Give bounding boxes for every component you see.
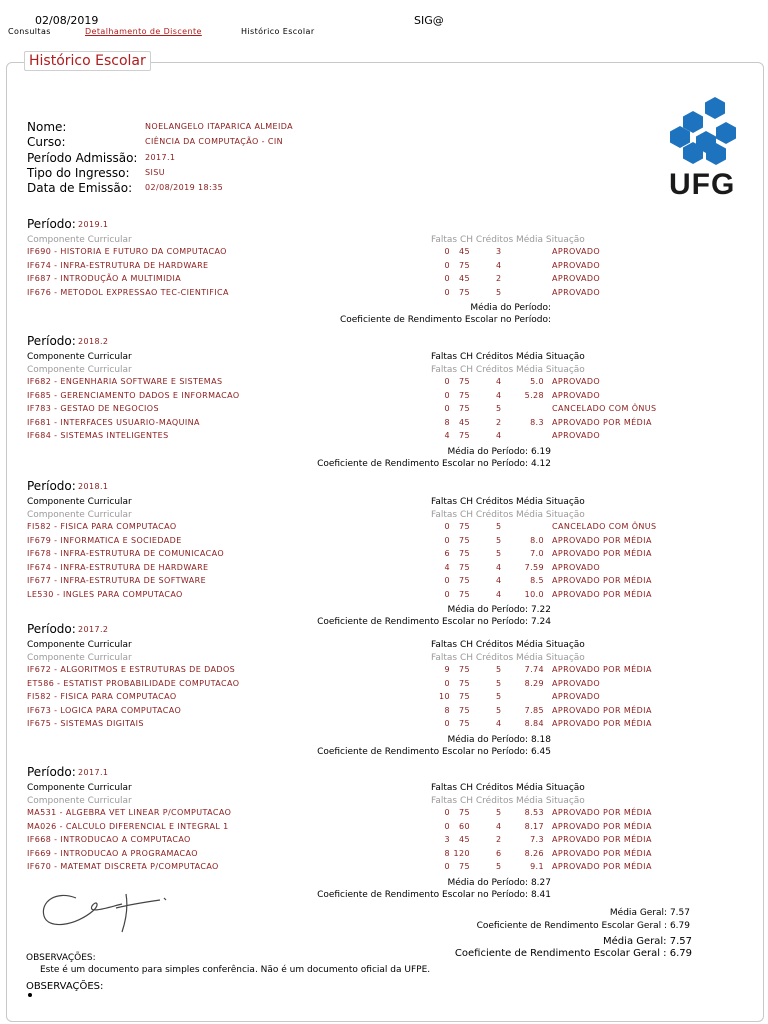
course-creditos: 2 (496, 418, 502, 427)
course-creditos: 5 (496, 404, 502, 413)
course-ch: 75 (459, 692, 470, 701)
componente-header-faded: Componente Curricular (27, 796, 132, 806)
period-label: Período: (27, 479, 76, 493)
nav-detalhamento-link[interactable]: Detalhamento de Discente (85, 27, 202, 36)
course-ch: 75 (459, 549, 470, 558)
media-periodo: Média do Período: (470, 303, 551, 313)
course-creditos: 4 (496, 377, 502, 386)
course-ch: 45 (459, 274, 470, 283)
signature-icon (36, 880, 176, 940)
componente-header: Componente Curricular (27, 640, 132, 650)
columns-header: Faltas CH Créditos Média Situação (431, 640, 585, 650)
columns-header: Faltas CH Créditos Média Situação (431, 497, 585, 507)
course-creditos: 4 (496, 563, 502, 572)
course-ch: 75 (459, 391, 470, 400)
course-creditos: 4 (496, 822, 502, 831)
course-faltas: 0 (444, 808, 450, 817)
course-name: IF672 - ALGORITMOS E ESTRUTURAS DE DADOS (27, 665, 236, 674)
period-label: Período: (27, 622, 76, 636)
course-creditos: 4 (496, 590, 502, 599)
course-faltas: 0 (444, 377, 450, 386)
course-ch: 75 (459, 665, 470, 674)
course-ch: 75 (459, 576, 470, 585)
course-ch: 75 (459, 404, 470, 413)
course-creditos: 6 (496, 849, 502, 858)
course-situacao: APROVADO POR MÉDIA (552, 665, 652, 674)
course-name: MA531 - ALGEBRA VET LINEAR P/COMPUTACAO (27, 808, 232, 817)
course-media: 8.0 (530, 536, 544, 545)
course-situacao: APROVADO POR MÉDIA (552, 576, 652, 585)
course-creditos: 2 (496, 835, 502, 844)
student-value: 2017.1 (145, 153, 176, 162)
course-situacao: CANCELADO COM ÔNUS (552, 522, 657, 531)
course-name: IF676 - METODOL EXPRESSAO TEC-CIENTIFICA (27, 288, 229, 297)
period-label: Período: (27, 765, 76, 779)
media-periodo: Média do Período: 8.18 (447, 735, 551, 745)
media-periodo: Média do Período: 6.19 (447, 447, 551, 457)
course-name: IF685 - GERENCIAMENTO DADOS E INFORMACAO (27, 391, 240, 400)
course-faltas: 0 (444, 679, 450, 688)
course-name: IF681 - INTERFACES USUARIO-MAQUINA (27, 418, 200, 427)
columns-header-faded: Faltas CH Créditos Média Situação (431, 235, 585, 245)
course-faltas: 0 (444, 288, 450, 297)
course-creditos: 5 (496, 679, 502, 688)
course-situacao: APROVADO POR MÉDIA (552, 418, 652, 427)
course-media: 8.29 (524, 679, 544, 688)
course-faltas: 0 (444, 576, 450, 585)
course-creditos: 5 (496, 706, 502, 715)
course-media: 7.3 (530, 835, 544, 844)
columns-header-faded: Faltas CH Créditos Média Situação (431, 365, 585, 375)
course-situacao: APROVADO (552, 692, 601, 701)
course-situacao: APROVADO (552, 679, 601, 688)
course-creditos: 2 (496, 274, 502, 283)
course-ch: 75 (459, 536, 470, 545)
columns-header: Faltas CH Créditos Média Situação (431, 352, 585, 362)
course-faltas: 0 (444, 536, 450, 545)
course-ch: 75 (459, 679, 470, 688)
course-media: 8.5 (530, 576, 544, 585)
student-label: Nome: (27, 120, 67, 134)
course-faltas: 9 (444, 665, 450, 674)
course-faltas: 0 (444, 261, 450, 270)
course-name: IF668 - INTRODUCAO A COMPUTACAO (27, 835, 191, 844)
media-periodo: Média do Período: 8.27 (447, 878, 551, 888)
cr-periodo: Coeficiente de Rendimento Escolar no Período: 4.12 (317, 459, 551, 469)
course-situacao: APROVADO (552, 563, 601, 572)
nav-consultas[interactable]: Consultas (8, 27, 51, 36)
period-value: 2017.1 (78, 768, 109, 777)
student-label: Curso: (27, 135, 66, 149)
course-name: FI582 - FISICA PARA COMPUTACAO (27, 692, 177, 701)
course-faltas: 6 (444, 549, 450, 558)
course-ch: 45 (459, 247, 470, 256)
student-value: CIÊNCIA DA COMPUTAÇÃO - CIN (145, 137, 283, 146)
course-creditos: 5 (496, 549, 502, 558)
course-name: FI582 - FISICA PARA COMPUTACAO (27, 522, 177, 531)
period-value: 2017.2 (78, 625, 109, 634)
course-creditos: 5 (496, 288, 502, 297)
course-name: IF675 - SISTEMAS DIGITAIS (27, 719, 144, 728)
course-name: IF684 - SISTEMAS INTELIGENTES (27, 431, 169, 440)
course-faltas: 8 (444, 849, 450, 858)
student-value: NOELANGELO ITAPARICA ALMEIDA (145, 122, 294, 131)
course-ch: 75 (459, 862, 470, 871)
componente-header-faded: Componente Curricular (27, 653, 132, 663)
course-ch: 60 (459, 822, 470, 831)
course-creditos: 5 (496, 522, 502, 531)
course-situacao: APROVADO (552, 274, 601, 283)
course-faltas: 4 (444, 563, 450, 572)
course-name: ET586 - ESTATIST PROBABILIDADE COMPUTACAO (27, 679, 240, 688)
course-situacao: APROVADO POR MÉDIA (552, 862, 652, 871)
media-geral-small: Média Geral: 7.57 (609, 908, 690, 918)
course-media: 7.74 (524, 665, 544, 674)
course-ch: 120 (453, 849, 470, 858)
course-ch: 45 (459, 835, 470, 844)
course-ch: 75 (459, 719, 470, 728)
course-ch: 75 (459, 377, 470, 386)
cr-periodo: Coeficiente de Rendimento Escolar no Período: 8.41 (317, 890, 551, 900)
course-situacao: CANCELADO COM ÔNUS (552, 404, 657, 413)
course-faltas: 0 (444, 590, 450, 599)
columns-header-faded: Faltas CH Créditos Média Situação (431, 796, 585, 806)
course-situacao: APROVADO POR MÉDIA (552, 549, 652, 558)
course-ch: 45 (459, 418, 470, 427)
course-name: IF687 - INTRODUÇÃO A MULTIMIDIA (27, 274, 182, 283)
course-creditos: 4 (496, 576, 502, 585)
componente-header-faded: Componente Curricular (27, 365, 132, 375)
observacoes-text: Este é um documento para simples conferência. Não é um documento oficial da UFPE. (40, 965, 431, 975)
course-situacao: APROVADO POR MÉDIA (552, 835, 652, 844)
course-name: IF674 - INFRA-ESTRUTURA DE HARDWARE (27, 261, 209, 270)
course-situacao: APROVADO (552, 391, 601, 400)
cr-periodo: Coeficiente de Rendimento Escolar no Período: (339, 315, 551, 325)
bullet-icon (28, 993, 32, 997)
student-label: Data de Emissão: (27, 181, 133, 195)
course-situacao: APROVADO (552, 431, 601, 440)
course-name: IF690 - HISTORIA E FUTURO DA COMPUTACAO (27, 247, 227, 256)
print-date: 02/08/2019 (35, 14, 99, 27)
course-ch: 75 (459, 261, 470, 270)
course-creditos: 5 (496, 536, 502, 545)
componente-header: Componente Curricular (27, 497, 132, 507)
section-title: Histórico Escolar (24, 51, 151, 71)
course-name: IF674 - INFRA-ESTRUTURA DE HARDWARE (27, 563, 209, 572)
student-label: Período Admissão: (27, 151, 138, 165)
course-situacao: APROVADO (552, 377, 601, 386)
course-creditos: 5 (496, 862, 502, 871)
course-situacao: APROVADO POR MÉDIA (552, 822, 652, 831)
course-media: 10.0 (524, 590, 544, 599)
course-situacao: APROVADO POR MÉDIA (552, 706, 652, 715)
course-creditos: 4 (496, 391, 502, 400)
componente-header: Componente Curricular (27, 783, 132, 793)
course-media: 7.0 (530, 549, 544, 558)
course-situacao: APROVADO (552, 288, 601, 297)
course-faltas: 4 (444, 431, 450, 440)
course-media: 7.59 (524, 563, 544, 572)
media-geral: Média Geral: 7.57 (603, 936, 692, 947)
course-name: IF783 - GESTAO DE NEGOCIOS (27, 404, 159, 413)
course-creditos: 5 (496, 665, 502, 674)
observacoes-label: OBSERVAÇÕES: (26, 981, 104, 992)
course-situacao: APROVADO POR MÉDIA (552, 808, 652, 817)
course-ch: 75 (459, 563, 470, 572)
logo-text: UFG (669, 168, 736, 201)
course-creditos: 5 (496, 692, 502, 701)
nav-historico[interactable]: Histórico Escolar (241, 27, 315, 36)
course-ch: 75 (459, 590, 470, 599)
observacoes-label-small: OBSERVAÇÕES: (26, 953, 96, 963)
course-faltas: 8 (444, 418, 450, 427)
course-faltas: 10 (439, 692, 450, 701)
course-ch: 75 (459, 706, 470, 715)
site-name: SIG@ (414, 14, 444, 27)
course-faltas: 0 (444, 274, 450, 283)
course-faltas: 0 (444, 822, 450, 831)
course-name: IF682 - ENGENHARIA SOFTWARE E SISTEMAS (27, 377, 223, 386)
period-label: Período: (27, 334, 76, 348)
course-media: 8.17 (524, 822, 544, 831)
course-creditos: 4 (496, 719, 502, 728)
cr-periodo: Coeficiente de Rendimento Escolar no Período: 7.24 (317, 617, 551, 627)
componente-header-faded: Componente Curricular (27, 235, 132, 245)
course-faltas: 8 (444, 706, 450, 715)
period-value: 2019.1 (78, 220, 109, 229)
course-name: IF670 - MATEMAT DISCRETA P/COMPUTACAO (27, 862, 219, 871)
media-periodo: Média do Período: 7.22 (447, 605, 551, 615)
course-media: 5.28 (524, 391, 544, 400)
course-ch: 75 (459, 431, 470, 440)
course-situacao: APROVADO POR MÉDIA (552, 536, 652, 545)
course-media: 7.85 (524, 706, 544, 715)
course-situacao: APROVADO (552, 247, 601, 256)
course-media: 5.0 (530, 377, 544, 386)
course-media: 8.26 (524, 849, 544, 858)
period-value: 2018.1 (78, 482, 109, 491)
course-ch: 75 (459, 522, 470, 531)
course-creditos: 3 (496, 247, 502, 256)
course-faltas: 0 (444, 247, 450, 256)
student-value: SISU (145, 168, 165, 177)
course-situacao: APROVADO (552, 261, 601, 270)
cr-geral-small: Coeficiente de Rendimento Escolar Geral : 6.79 (476, 921, 690, 931)
course-faltas: 0 (444, 522, 450, 531)
course-creditos: 4 (496, 431, 502, 440)
columns-header: Faltas CH Créditos Média Situação (431, 783, 585, 793)
course-name: IF669 - INTRODUCAO A PROGRAMACAO (27, 849, 198, 858)
course-ch: 75 (459, 808, 470, 817)
course-creditos: 5 (496, 808, 502, 817)
course-situacao: APROVADO POR MÉDIA (552, 849, 652, 858)
student-value: 02/08/2019 18:35 (145, 183, 224, 192)
course-name: LE530 - INGLES PARA COMPUTACAO (27, 590, 183, 599)
cr-geral: Coeficiente de Rendimento Escolar Geral : 6.79 (454, 948, 692, 959)
componente-header-faded: Componente Curricular (27, 510, 132, 520)
cr-periodo: Coeficiente de Rendimento Escolar no Período: 6.45 (317, 747, 551, 757)
course-media: 9.1 (530, 862, 544, 871)
columns-header-faded: Faltas CH Créditos Média Situação (431, 653, 585, 663)
course-name: IF677 - INFRA-ESTRUTURA DE SOFTWARE (27, 576, 207, 585)
course-media: 8.84 (524, 719, 544, 728)
course-name: IF673 - LOGICA PARA COMPUTACAO (27, 706, 182, 715)
columns-header-faded: Faltas CH Créditos Média Situação (431, 510, 585, 520)
course-faltas: 0 (444, 391, 450, 400)
course-media: 8.3 (530, 418, 544, 427)
period-value: 2018.2 (78, 337, 109, 346)
course-situacao: APROVADO POR MÉDIA (552, 590, 652, 599)
course-faltas: 3 (444, 835, 450, 844)
course-ch: 75 (459, 288, 470, 297)
componente-header: Componente Curricular (27, 352, 132, 362)
course-name: MA026 - CALCULO DIFERENCIAL E INTEGRAL 1 (27, 822, 229, 831)
course-faltas: 0 (444, 862, 450, 871)
course-media: 8.53 (524, 808, 544, 817)
course-faltas: 0 (444, 404, 450, 413)
course-faltas: 0 (444, 719, 450, 728)
course-name: IF679 - INFORMATICA E SOCIEDADE (27, 536, 182, 545)
period-label: Período: (27, 217, 76, 231)
course-name: IF678 - INFRA-ESTRUTURA DE COMUNICACAO (27, 549, 225, 558)
course-situacao: APROVADO POR MÉDIA (552, 719, 652, 728)
course-creditos: 4 (496, 261, 502, 270)
student-label: Tipo do Ingresso: (27, 166, 130, 180)
